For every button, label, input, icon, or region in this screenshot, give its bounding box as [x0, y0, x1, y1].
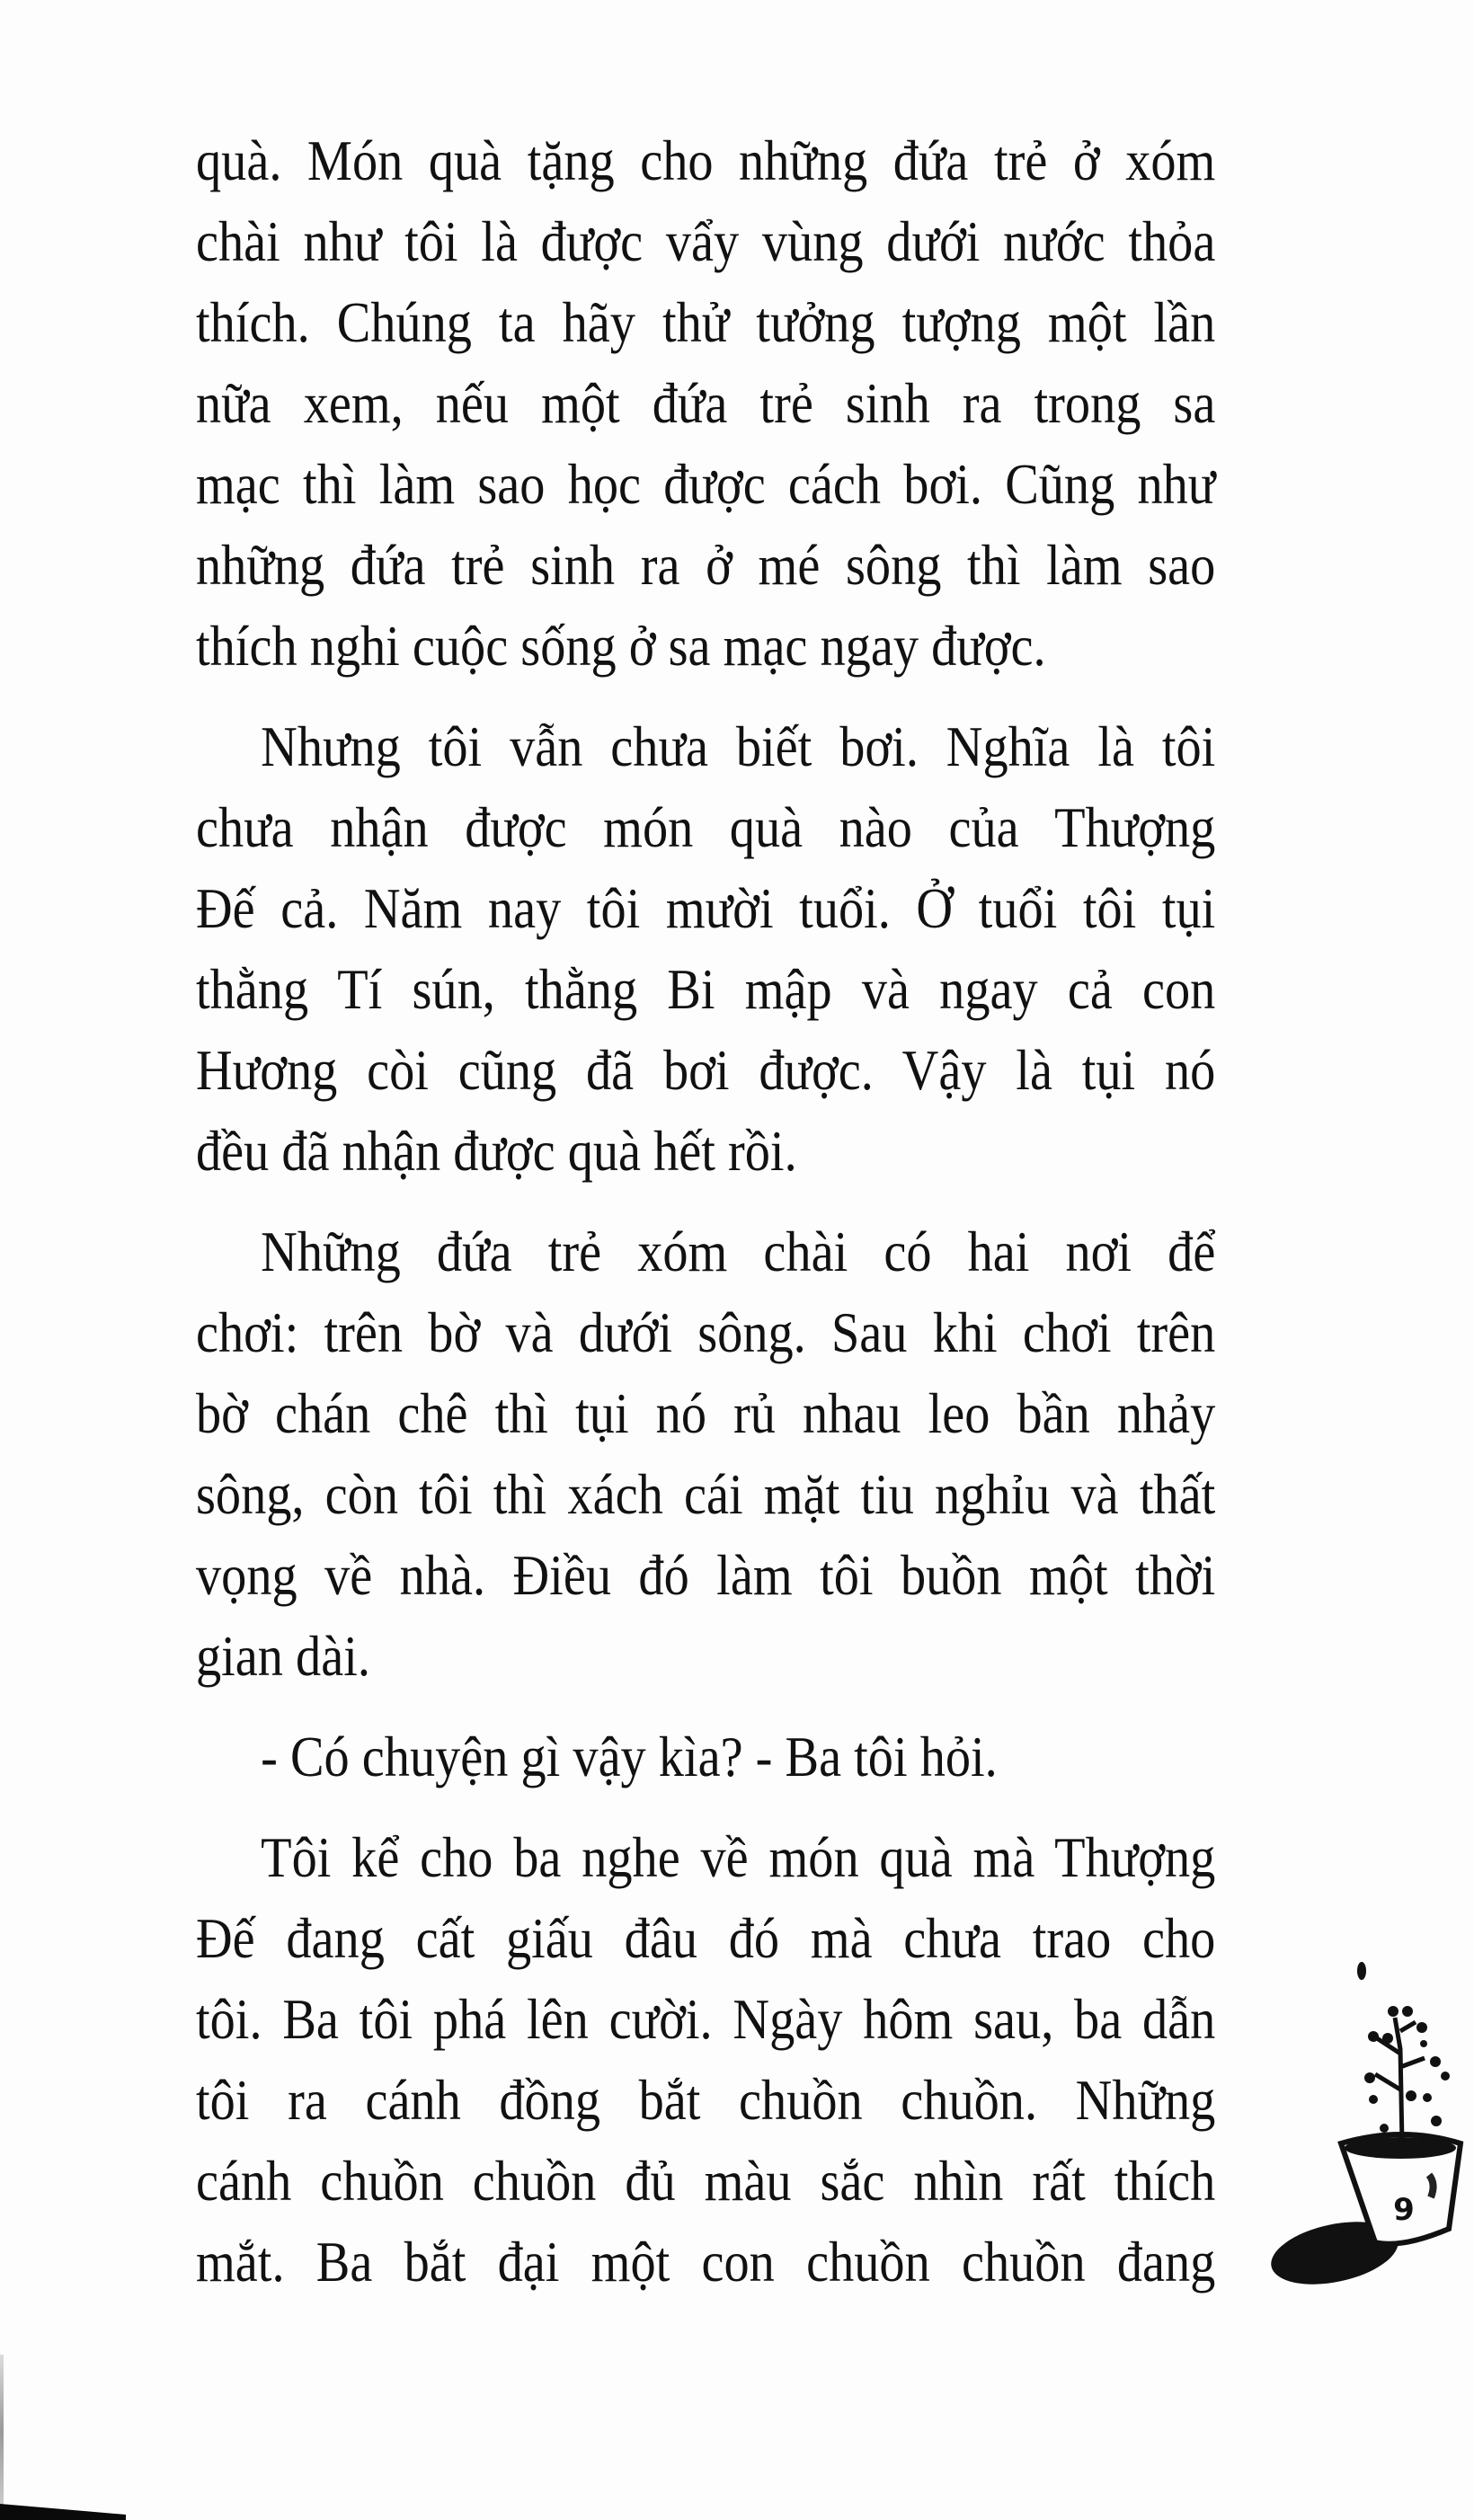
- text-line: quà. Món quà tặng cho những đứa trẻ ở xóm: [196, 129, 1216, 192]
- text-line: Tôi kể cho ba nghe về món quà mà Thượng: [261, 1825, 1216, 1889]
- text-line: những đứa trẻ sinh ra ở mé sông thì làm sao: [196, 533, 1216, 597]
- paragraph: [196, 120, 1215, 687]
- text-line: Hương còi cũng đã bơi được. Vậy là tụi nó: [196, 1038, 1216, 1102]
- paragraph: [196, 1211, 1215, 1697]
- text-line: bờ chán chê thì tụi nó rủ nhau leo bần nhảy: [196, 1381, 1216, 1445]
- text-line: Đế đang cất giấu đâu đó mà chưa trao cho: [196, 1906, 1216, 1970]
- text-line: Những đứa trẻ xóm chài có hai nơi để: [261, 1220, 1216, 1283]
- scan-corner-shadow: [0, 2502, 126, 2520]
- text-line: tôi ra cánh đồng bắt chuồn chuồn. Những: [196, 2068, 1216, 2132]
- text-line: gian dài.: [196, 1624, 370, 1688]
- text-line: chưa nhận được món quà nào của Thượng: [196, 795, 1216, 859]
- text-line: Đế cả. Năm nay tôi mười tuổi. Ở tuổi tôi tụi: [196, 876, 1216, 940]
- text-line: thích. Chúng ta hãy thử tưởng tượng một lần: [196, 290, 1216, 354]
- text-line: Nhưng tôi vẫn chưa biết bơi. Nghĩa là tôi: [261, 714, 1216, 778]
- text-line: cánh chuồn chuồn đủ màu sắc nhìn rất thích: [196, 2149, 1216, 2213]
- text-line: đều đã nhận được quà hết rồi.: [196, 1119, 797, 1183]
- text-line: chài như tôi là được vẩy vùng dưới nước thỏa: [196, 209, 1216, 273]
- text-line: tôi. Ba tôi phá lên cười. Ngày hôm sau, ba dẫn: [196, 1987, 1216, 2051]
- text-line: vọng về nhà. Điều đó làm tôi buồn một thời: [196, 1543, 1216, 1607]
- text-line: chơi: trên bờ và dưới sông. Sau khi chơi trên: [196, 1300, 1216, 1364]
- text-line: - Có chuyện gì vậy kìa? - Ba tôi hỏi.: [261, 1725, 998, 1788]
- text-line: mạc thì làm sao học được cách bơi. Cũng như: [196, 452, 1216, 516]
- paragraph: [196, 1817, 1215, 2303]
- text-line: thích nghi cuộc sống ở sa mạc ngay được.: [196, 614, 1046, 678]
- page-edge-mark: [0, 2355, 4, 2507]
- body-text: [196, 120, 1215, 2303]
- paragraph: [196, 1717, 1215, 1797]
- paragraph: [196, 706, 1215, 1192]
- text-line: sông, còn tôi thì xách cái mặt tiu nghỉu và thất: [196, 1462, 1216, 1526]
- text-line: thằng Tí sún, thằng Bi mập và ngay cả con: [196, 957, 1216, 1021]
- page-number: 9: [1393, 2192, 1415, 2228]
- potted-plant-icon: [1240, 1932, 1474, 2346]
- text-line: nữa xem, nếu một đứa trẻ sinh ra trong sa: [196, 371, 1216, 435]
- text-line: mắt. Ba bắt đại một con chuồn chuồn đang: [196, 2230, 1216, 2294]
